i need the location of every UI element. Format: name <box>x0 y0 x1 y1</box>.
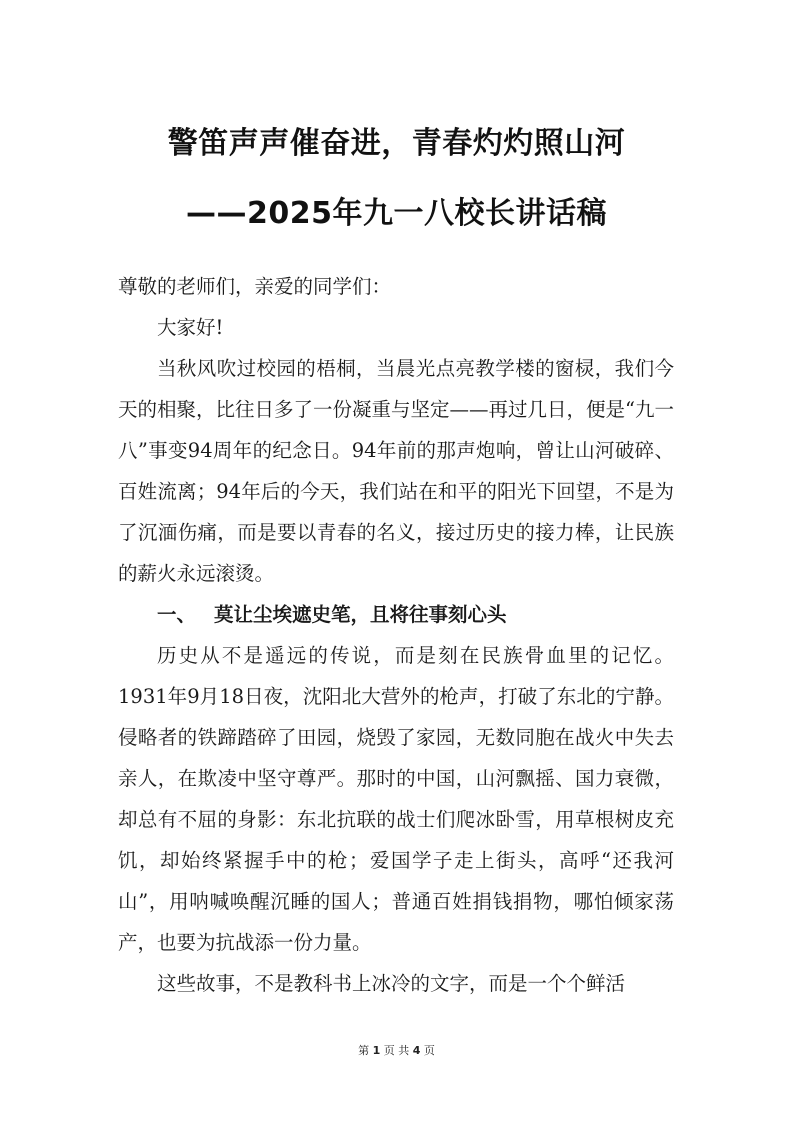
document-title: 警笛声声催奋进，青春灼灼照山河 <box>167 126 626 161</box>
page-footer <box>0 1042 793 1058</box>
greeting: 尊敬的老师们，亲爱的同学们： <box>118 275 392 298</box>
section-heading <box>118 594 674 635</box>
footer-page-number: 1 <box>372 1044 381 1057</box>
footer-total-pages: 4 <box>412 1044 421 1057</box>
section-number: 一、 <box>157 603 197 626</box>
paragraph-history: 历史从不是遥远的传说，而是刻在民族骨血里的记忆。1931年9月18日夜，沈阳北大营外的枪声，打破了东北的宁静。侵略者的铁蹄踏碎了田园，烧毁了家园，无数同胞在战火中失去亲人，在欺凌中坚守尊严。那时的中国，山河飘摇、国力衰微，却总有不屈的身影：东北抗联的战士们爬冰卧雪，用草根树皮充饥，却始终紧握手中的枪；爱国学子走上街头，高呼“还我河山”，用呐喊唤醒沉睡的国人；普通百姓捐钱捐物，哪怕倾家荡产，也要为抗战添一份力量。 <box>118 644 674 954</box>
body-content <box>118 266 674 1004</box>
footer-prefix: 第 <box>358 1044 370 1057</box>
opening: 大家好! <box>157 316 224 339</box>
footer-middle: 页 共 <box>383 1044 410 1057</box>
section-title: 莫让尘埃遮史笔，且将往事刻心头 <box>214 603 507 626</box>
document-subtitle: ——2025年九一八校长讲话稿 <box>186 196 607 231</box>
footer-suffix: 页 <box>423 1044 435 1057</box>
paragraph-stories: 这些故事，不是教科书上冰冷的文字，而是一个个鲜活 <box>157 972 626 995</box>
paragraph-intro: 当秋风吹过校园的梧桐，当晨光点亮教学楼的窗棂，我们今天的相聚，比往日多了一份凝重与坚定——再过几日，便是“九一八”事变94周年的纪念日。94年前的那声炮响，曾让山河破碎、百姓流离；94年后的今天，我们站在和平的阳光下回望，不是为了沉湎伤痛，而是要以青春的名义，接过历史的接力棒，让民族的薪火永远滚烫。 <box>118 357 674 585</box>
